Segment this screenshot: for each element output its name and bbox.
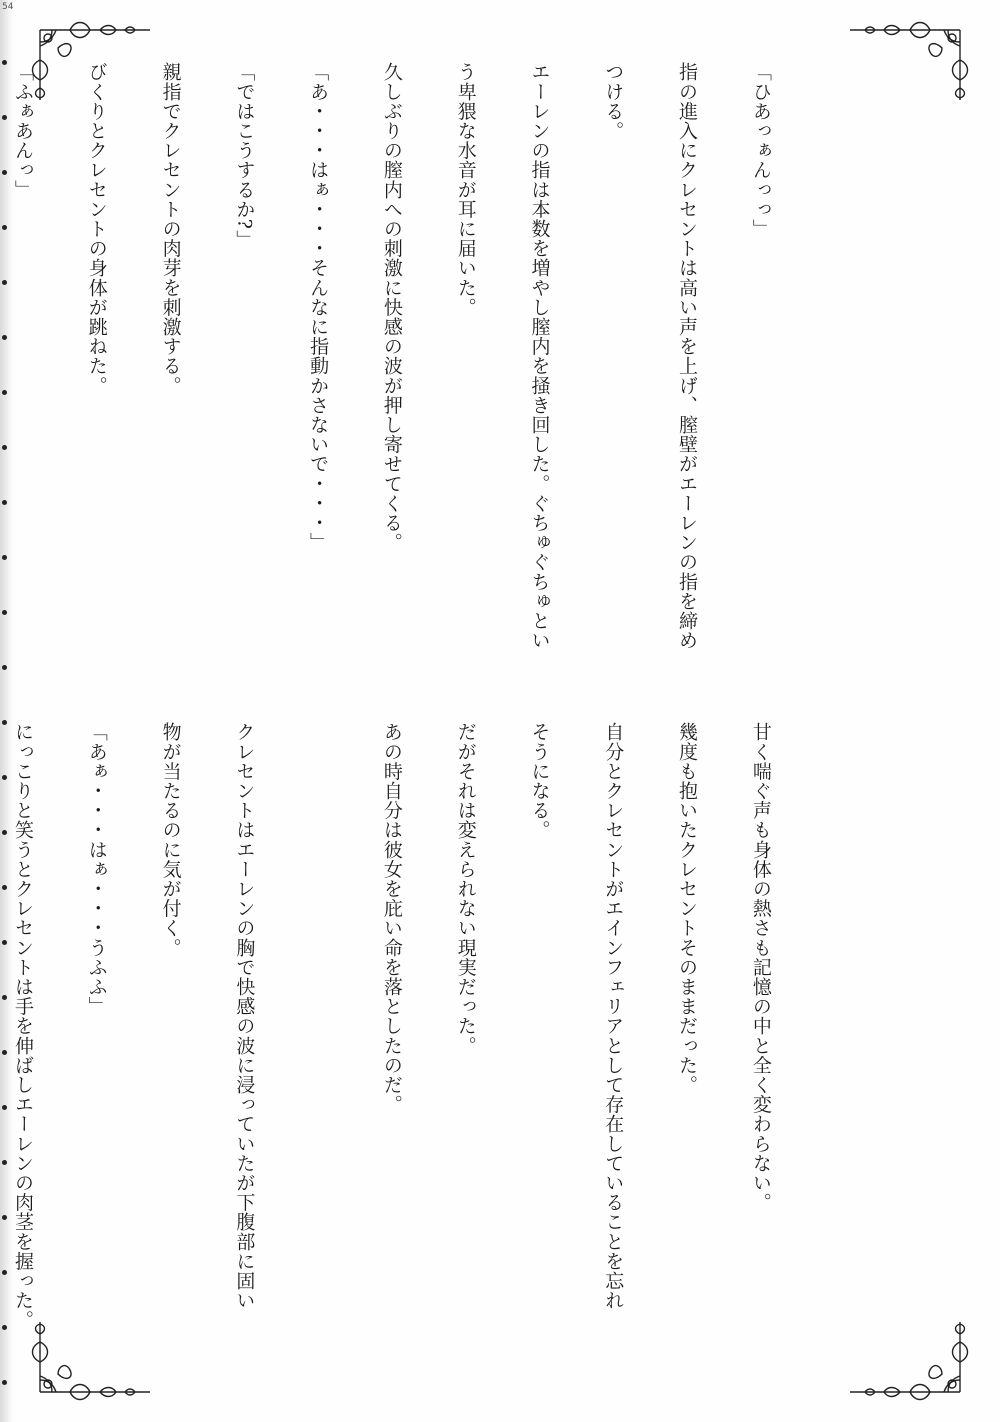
text-line: 「ではこうするか?」 (233, 62, 256, 250)
text-line: 「ひあっぁんっっ」 (749, 62, 772, 239)
corner-ornament-icon (30, 1312, 160, 1402)
text-line: 親指でクレセントの肉芽を刺激する。 (159, 62, 182, 396)
binding-dot (2, 1325, 7, 1330)
text-line: 物が当たるのに気が付く。 (159, 722, 182, 958)
corner-ornament-icon (840, 20, 970, 110)
text-line: 「あぁ・・・はぁ・・・うふふ」 (85, 722, 108, 1016)
text-line: クレセントはエーレンの胸で快感の波に浸っていたが下腹部に固い (233, 722, 256, 1310)
text-line: 「あ・・・はぁ・・・そんなに指動かさないで・・・」 (307, 62, 330, 552)
text-line: 久しぶりの膣内への刺激に快感の波が押し寄せてくる。 (380, 62, 403, 552)
text-line: あの時自分は彼女を庇い命を落としたのだ。 (380, 722, 403, 1114)
binding-dot (2, 1380, 7, 1385)
text-line: う卑猥な水音が耳に届いた。 (454, 62, 477, 317)
text-line: そうになる。 (528, 722, 551, 840)
page-number: 54 (2, 2, 14, 12)
text-line: 「ふぁあんっ」 (12, 62, 34, 200)
text-line: 自分とクレセントがエインフェリアとして存在していることを忘れ (602, 722, 625, 1310)
text-line: だがそれは変えられない現実だった。 (454, 722, 477, 1056)
text-line: びくりとクレセントの身体が跳ねた。 (85, 62, 108, 396)
text-line: 指の進入にクレセントは高い声を上げ、膣壁がエーレンの指を締め (676, 62, 699, 650)
text-block-lower (12, 722, 822, 1330)
text-block-upper (12, 62, 822, 702)
corner-ornament-icon (840, 1312, 970, 1402)
text-line: にっこりと笑うとクレセントは手を伸ばしエーレンの肉茎を握った。 (12, 722, 34, 1330)
text-line: エーレンの指は本数を増やし膣内を掻き回した。ぐちゅぐちゅとい (528, 62, 551, 650)
text-line: 甘く喘ぐ声も身体の熱さも記憶の中と全く変わらない。 (749, 722, 772, 1212)
text-line: つける。 (602, 62, 625, 141)
text-line-blank (306, 722, 331, 1322)
text-line: 幾度も抱いたクレセントそのままだった。 (676, 722, 699, 1095)
